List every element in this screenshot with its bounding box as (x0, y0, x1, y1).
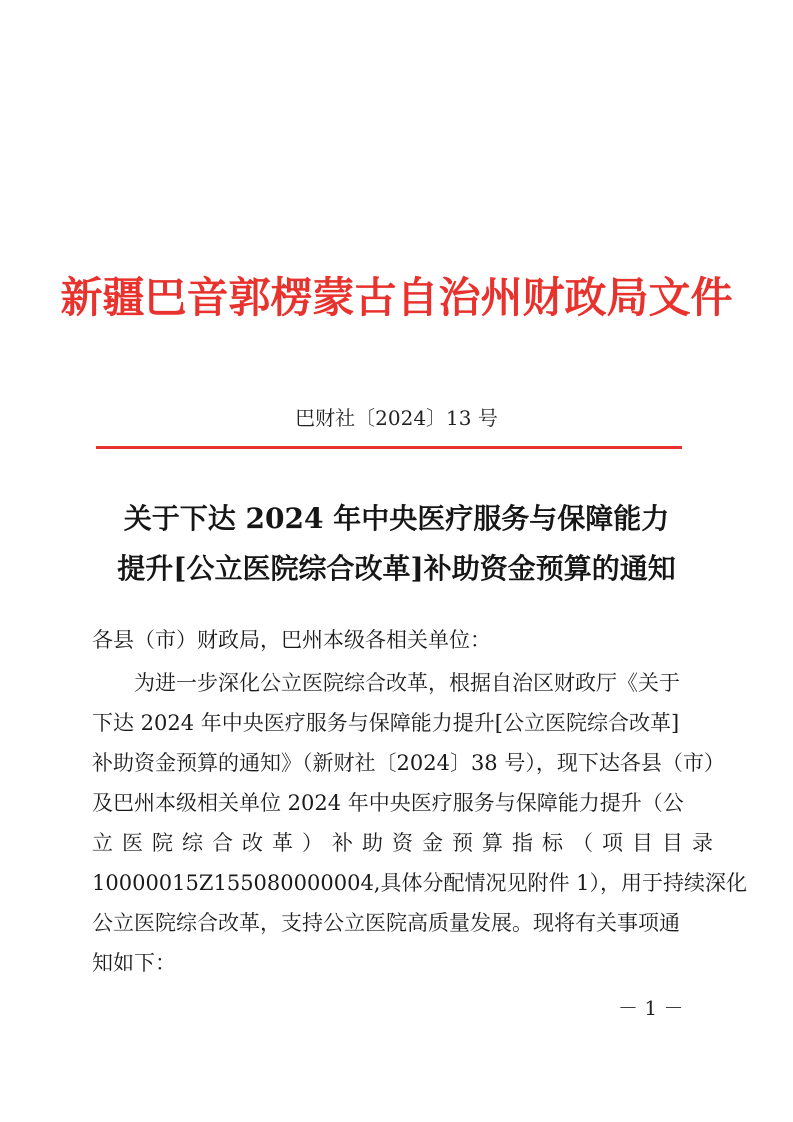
body-line: 知如下： (92, 951, 176, 975)
body-line: 下达 2024 年中央医疗服务与保障能力提升[公立医院综合改革] (92, 711, 680, 735)
page-number: － 1 － (618, 996, 684, 1020)
body-paragraph (92, 663, 748, 983)
body-line: 及巴州本级相关单位 2024 年中央医疗服务与保障能力提升（公 (92, 791, 684, 815)
body-line: 补助资金预算的通知》（新财社〔2024〕38 号），现下达各县（市） (92, 751, 725, 775)
body-line: 为进一步深化公立医院综合改革，根据自治区财政厅《关于 (134, 671, 680, 695)
notice-title-line-1: 关于下达 2024 年中央医疗服务与保障能力 (123, 502, 670, 535)
salutation: 各县（市）财政局，巴州本级各相关单位： (92, 628, 491, 652)
notice-title-line-2: 提升[公立医院综合改革]补助资金预算的通知 (117, 552, 676, 585)
body-line: 公立医院综合改革，支持公立医院高质量发展。现将有关事项通 (92, 911, 680, 935)
issuer-header-title: 新疆巴音郭楞蒙古自治州财政局文件 (60, 273, 733, 322)
notice-title (0, 494, 793, 594)
red-divider-line (96, 446, 682, 449)
body-line: 立医院综合改革）补助资金预算指标（项目目录 (92, 831, 722, 855)
body-line: 10000015Z155080000004,具体分配情况见附件 1），用于持续深化 (92, 871, 748, 895)
document-number: 巴财社〔2024〕13 号 (295, 406, 498, 430)
